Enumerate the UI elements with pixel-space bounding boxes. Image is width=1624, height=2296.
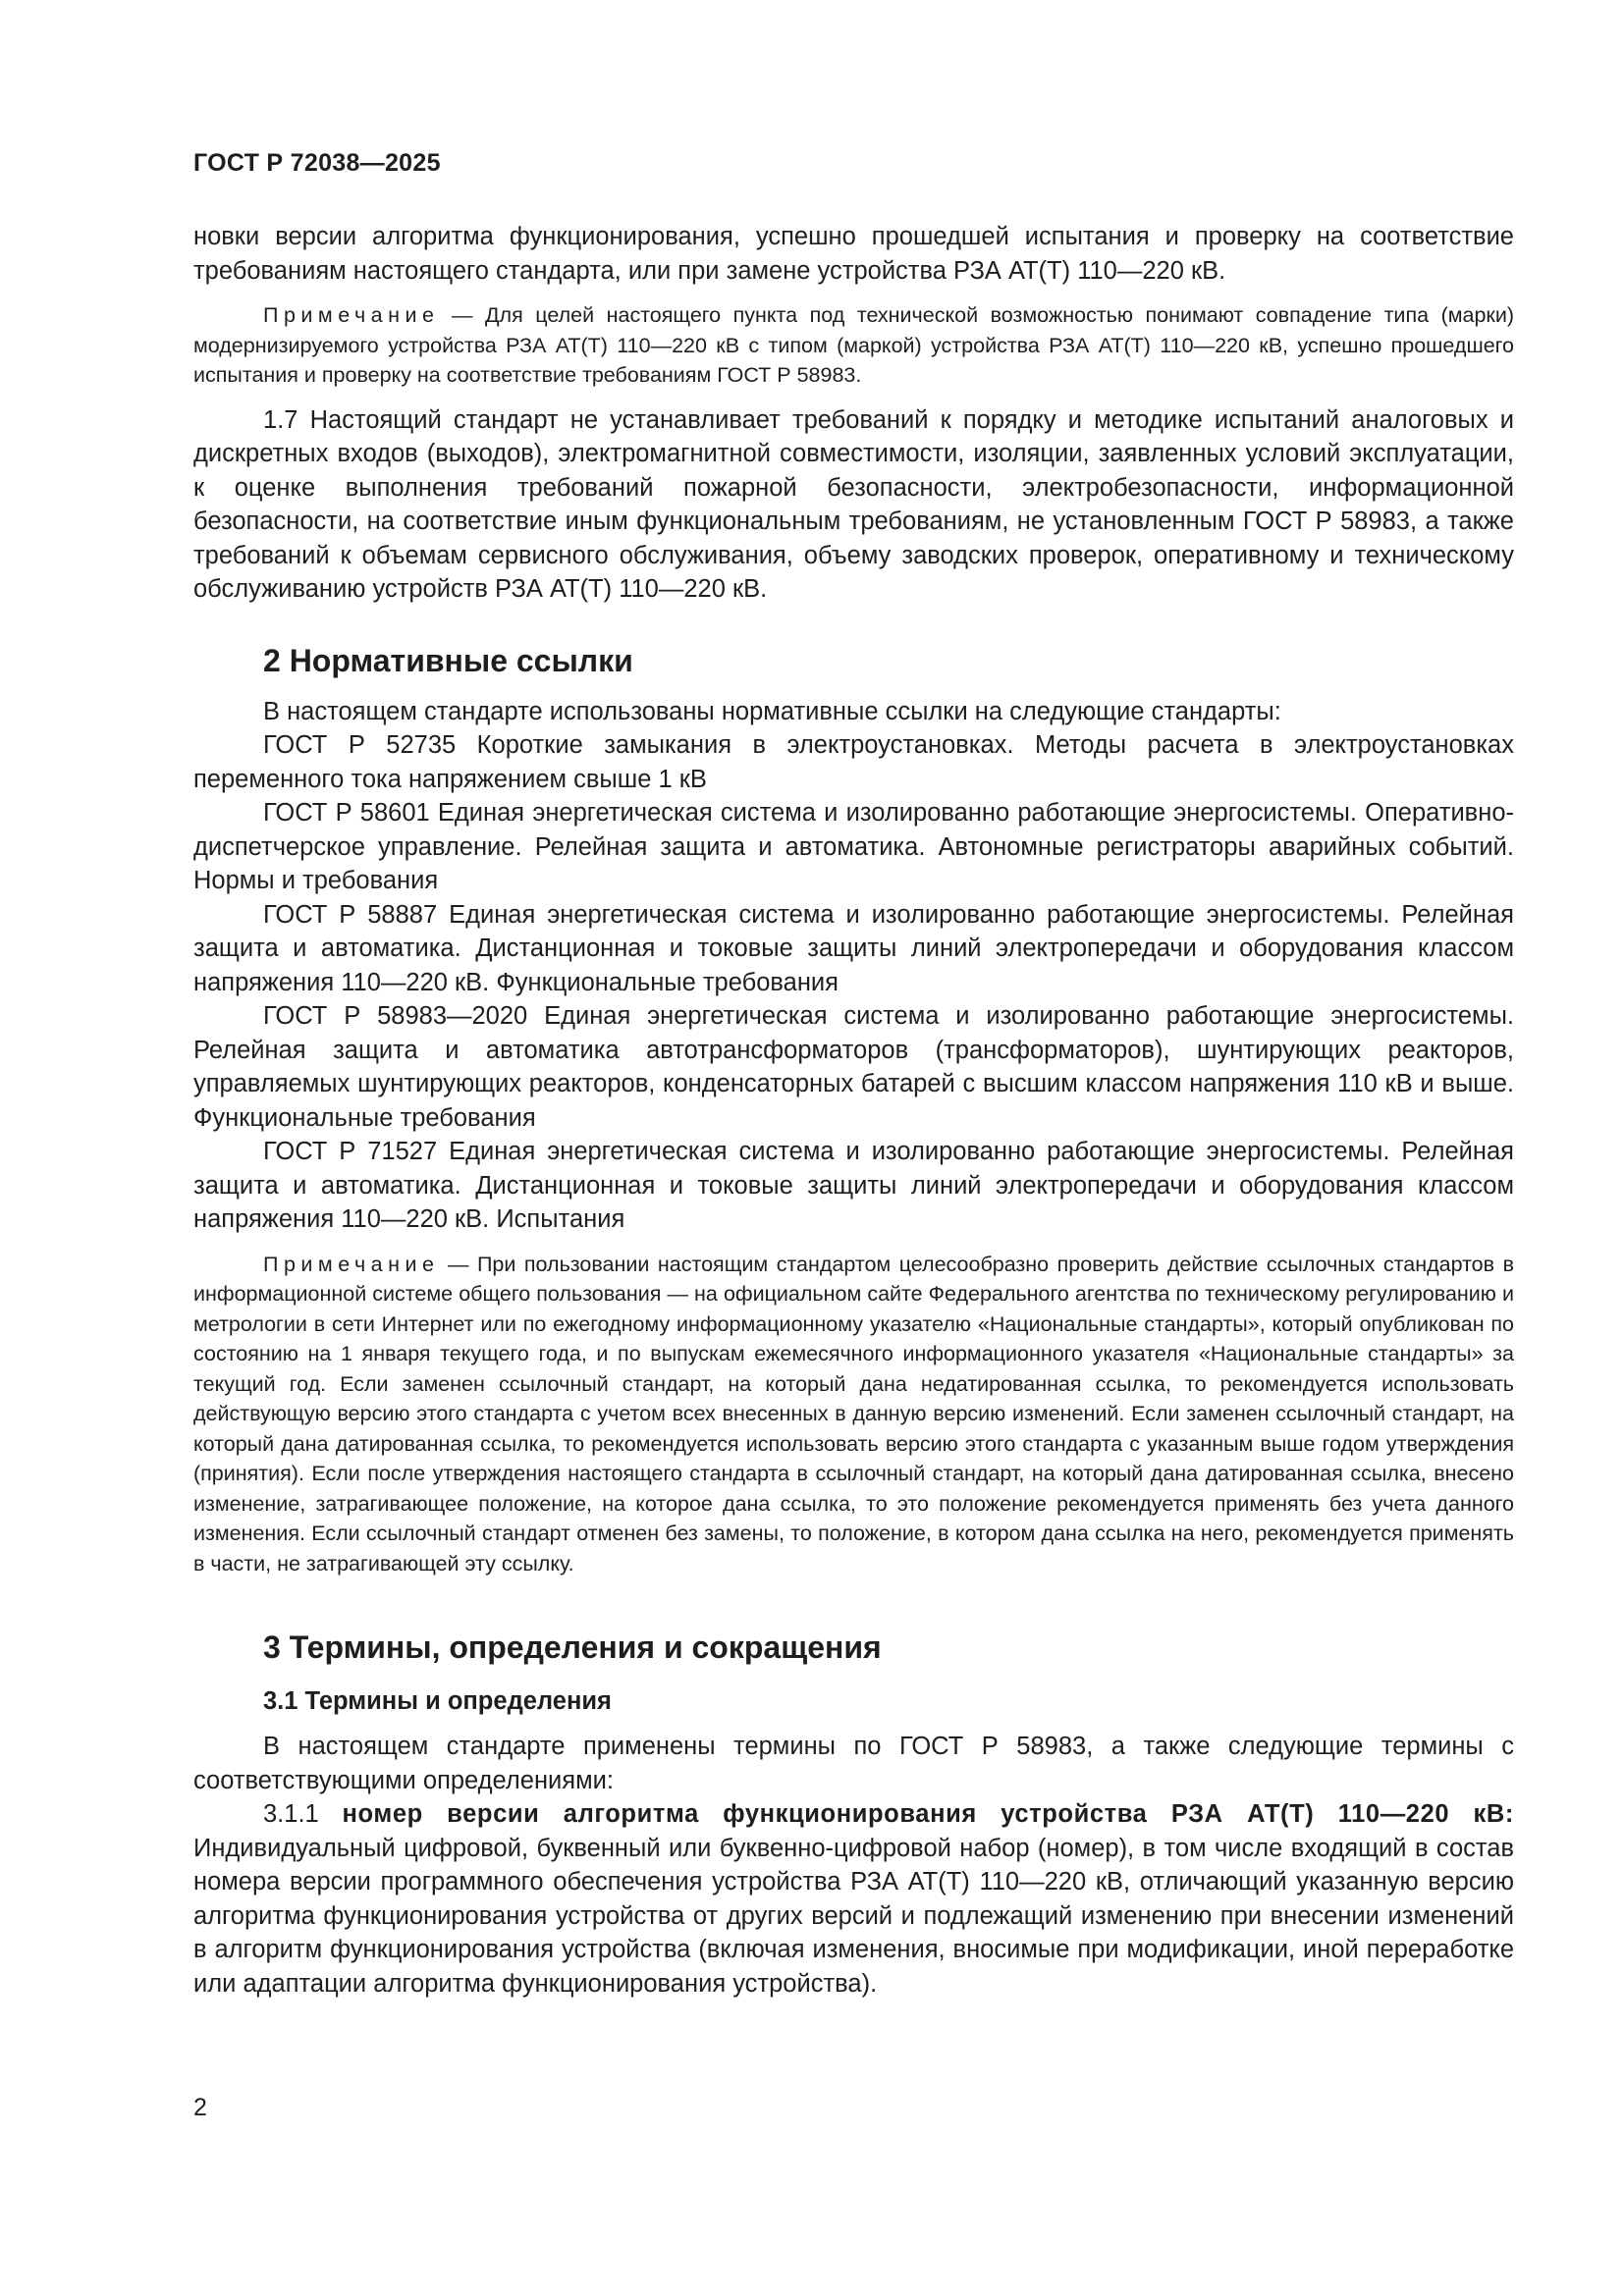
paragraph-1-7: 1.7 Настоящий стандарт не устанавливает требований к порядку и методике испытаний аналоговых и дискретных входов (выходов), электромагнитной совместимости, изоляции, заявленных условий эксплуатации, к оценке выполнения требований пожарной безопасности, электробезопасности, информационной безопасности, на соответствие иным функциональным требованиям, не установленным ГОСТ Р 58983, а также требований к объемам сервисного обслуживания, объему заводских проверок, оперативному и техническому обслуживанию устройств РЗА АТ(Т) 110—220 кВ.	[193, 405, 1514, 603]
reference-item: ГОСТ Р 71527 Единая энергетическая система и изолированно работающие энергосистемы. Релейная защита и автоматика. Дистанционная и токовые защиты линий электропередачи и оборудования классом напряжения 110—220 кВ. Испытания	[193, 1138, 1514, 1233]
note-text: — Для целей настоящего пункта под технической возможностью понимают совпадение типа (марки) модернизируемого устройства РЗА АТ(Т) 110—220 кВ с типом (маркой) устройства РЗА АТ(Т) 110—220 кВ, успешно прошедшего испытания и проверку на соответствие требованиям ГОСТ Р 58983.	[193, 303, 1514, 387]
reference-item: ГОСТ Р 58601 Единая энергетическая система и изолированно работающие энергосистемы. Оперативно-диспетчерское управление. Релейная защита и автоматика. Автономные регистраторы аварийных событий. Нормы и требования	[193, 799, 1514, 894]
term-number: 3.1.1	[263, 1800, 319, 1828]
document-header: ГОСТ Р 72038—2025	[193, 149, 441, 177]
term-3-1-1	[193, 1797, 1514, 2001]
normative-references	[193, 695, 1514, 1237]
reference-item: ГОСТ Р 58887 Единая энергетическая система и изолированно работающие энергосистемы. Релейная защита и автоматика. Дистанционная и токовые защиты линий электропередачи и оборудования классом напряжения 110—220 кВ. Функциональные требования	[193, 900, 1514, 996]
reference-item: ГОСТ Р 52735 Короткие замыкания в электроустановках. Методы расчета в электроустановках переменного тока напряжением свыше 1 кВ	[193, 731, 1514, 793]
note-label: Примечание	[263, 1252, 440, 1276]
continuation-paragraph: новки версии алгоритма функционирования, успешно прошедшей испытания и проверку на соответствие требованиям настоящего стандарта, или при замене устройства РЗА АТ(Т) 110—220 кВ.	[193, 223, 1514, 285]
reference-item: ГОСТ Р 58983—2020 Единая энергетическая система и изолированно работающие энергосистемы. Релейная защита и автоматика автотрансформаторов (трансформаторов), шунтирующих реакторов, управляемых шунтирующих реакторов, конденсаторных батарей с высшим классом напряжения 110 кВ и выше. Функциональные требования	[193, 1002, 1514, 1132]
references-lead: В настоящем стандарте использованы нормативные ссылки на следующие стандарты:	[263, 697, 1281, 725]
note-label: Примечание	[263, 303, 440, 327]
section-3-heading: 3 Термины, определения и сокращения	[263, 1629, 882, 1665]
term-definition: Индивидуальный цифровой, буквенный или буквенно-цифровой набор (номер), в том числе входящий в состав номера версии программного обеспечения устройства РЗА АТ(Т) 110—220 кВ, отличающий указанную версию алгоритма функционирования устройства от других версий и подлежащий изменению при внесении изменений в алгоритм функционирования устройства (включая изменения, вносимые при модификации, иной переработке или адаптации алгоритма функционирования устройства).	[193, 1834, 1514, 1998]
term-name: номер версии алгоритма функционирования устройства РЗА АТ(Т) 110—220 кВ:	[342, 1800, 1514, 1828]
section-2-heading: 2 Нормативные ссылки	[263, 642, 633, 678]
page-number: 2	[193, 2094, 207, 2121]
references-note	[193, 1250, 1514, 1579]
terms-lead: В настоящем стандарте применены термины по ГОСТ Р 58983, а также следующие термины с соответствующими определениями:	[193, 1733, 1514, 1794]
note-text: — При пользовании настоящим стандартом целесообразно проверить действие ссылочных стандартов в информационной системе общего пользования — на официальном сайте Федерального агентства по техническому регулированию и метрологии в сети Интернет или по ежегодному информационному указателю «Национальные стандарты», который опубликован по состоянию на 1 января текущего года, и по выпускам ежемесячного информационного указателя «Национальные стандарты» за текущий год. Если заменен ссылочный стандарт, на который дана недатированная ссылка, то рекомендуется использовать действующую версию этого стандарта с учетом всех внесенных в данную версию изменений. Если заменен ссылочный стандарт, на который дана датированная ссылка, то рекомендуется использовать версию этого стандарта с указанным выше годом утверждения (принятия). Если после утверждения настоящего стандарта в ссылочный стандарт, на который дана датированная ссылка, внесено изменение, затрагивающее положение, на которое дана ссылка, то это положение рекомендуется применять без учета данного изменения. Если ссылочный стандарт отменен без замены, то положение, в котором дана ссылка на него, рекомендуется применять в части, не затрагивающей эту ссылку.	[193, 1252, 1514, 1575]
section-3-1-heading: 3.1 Термины и определения	[263, 1687, 612, 1715]
note-paragraph	[193, 300, 1514, 391]
document-body	[193, 220, 1514, 2001]
